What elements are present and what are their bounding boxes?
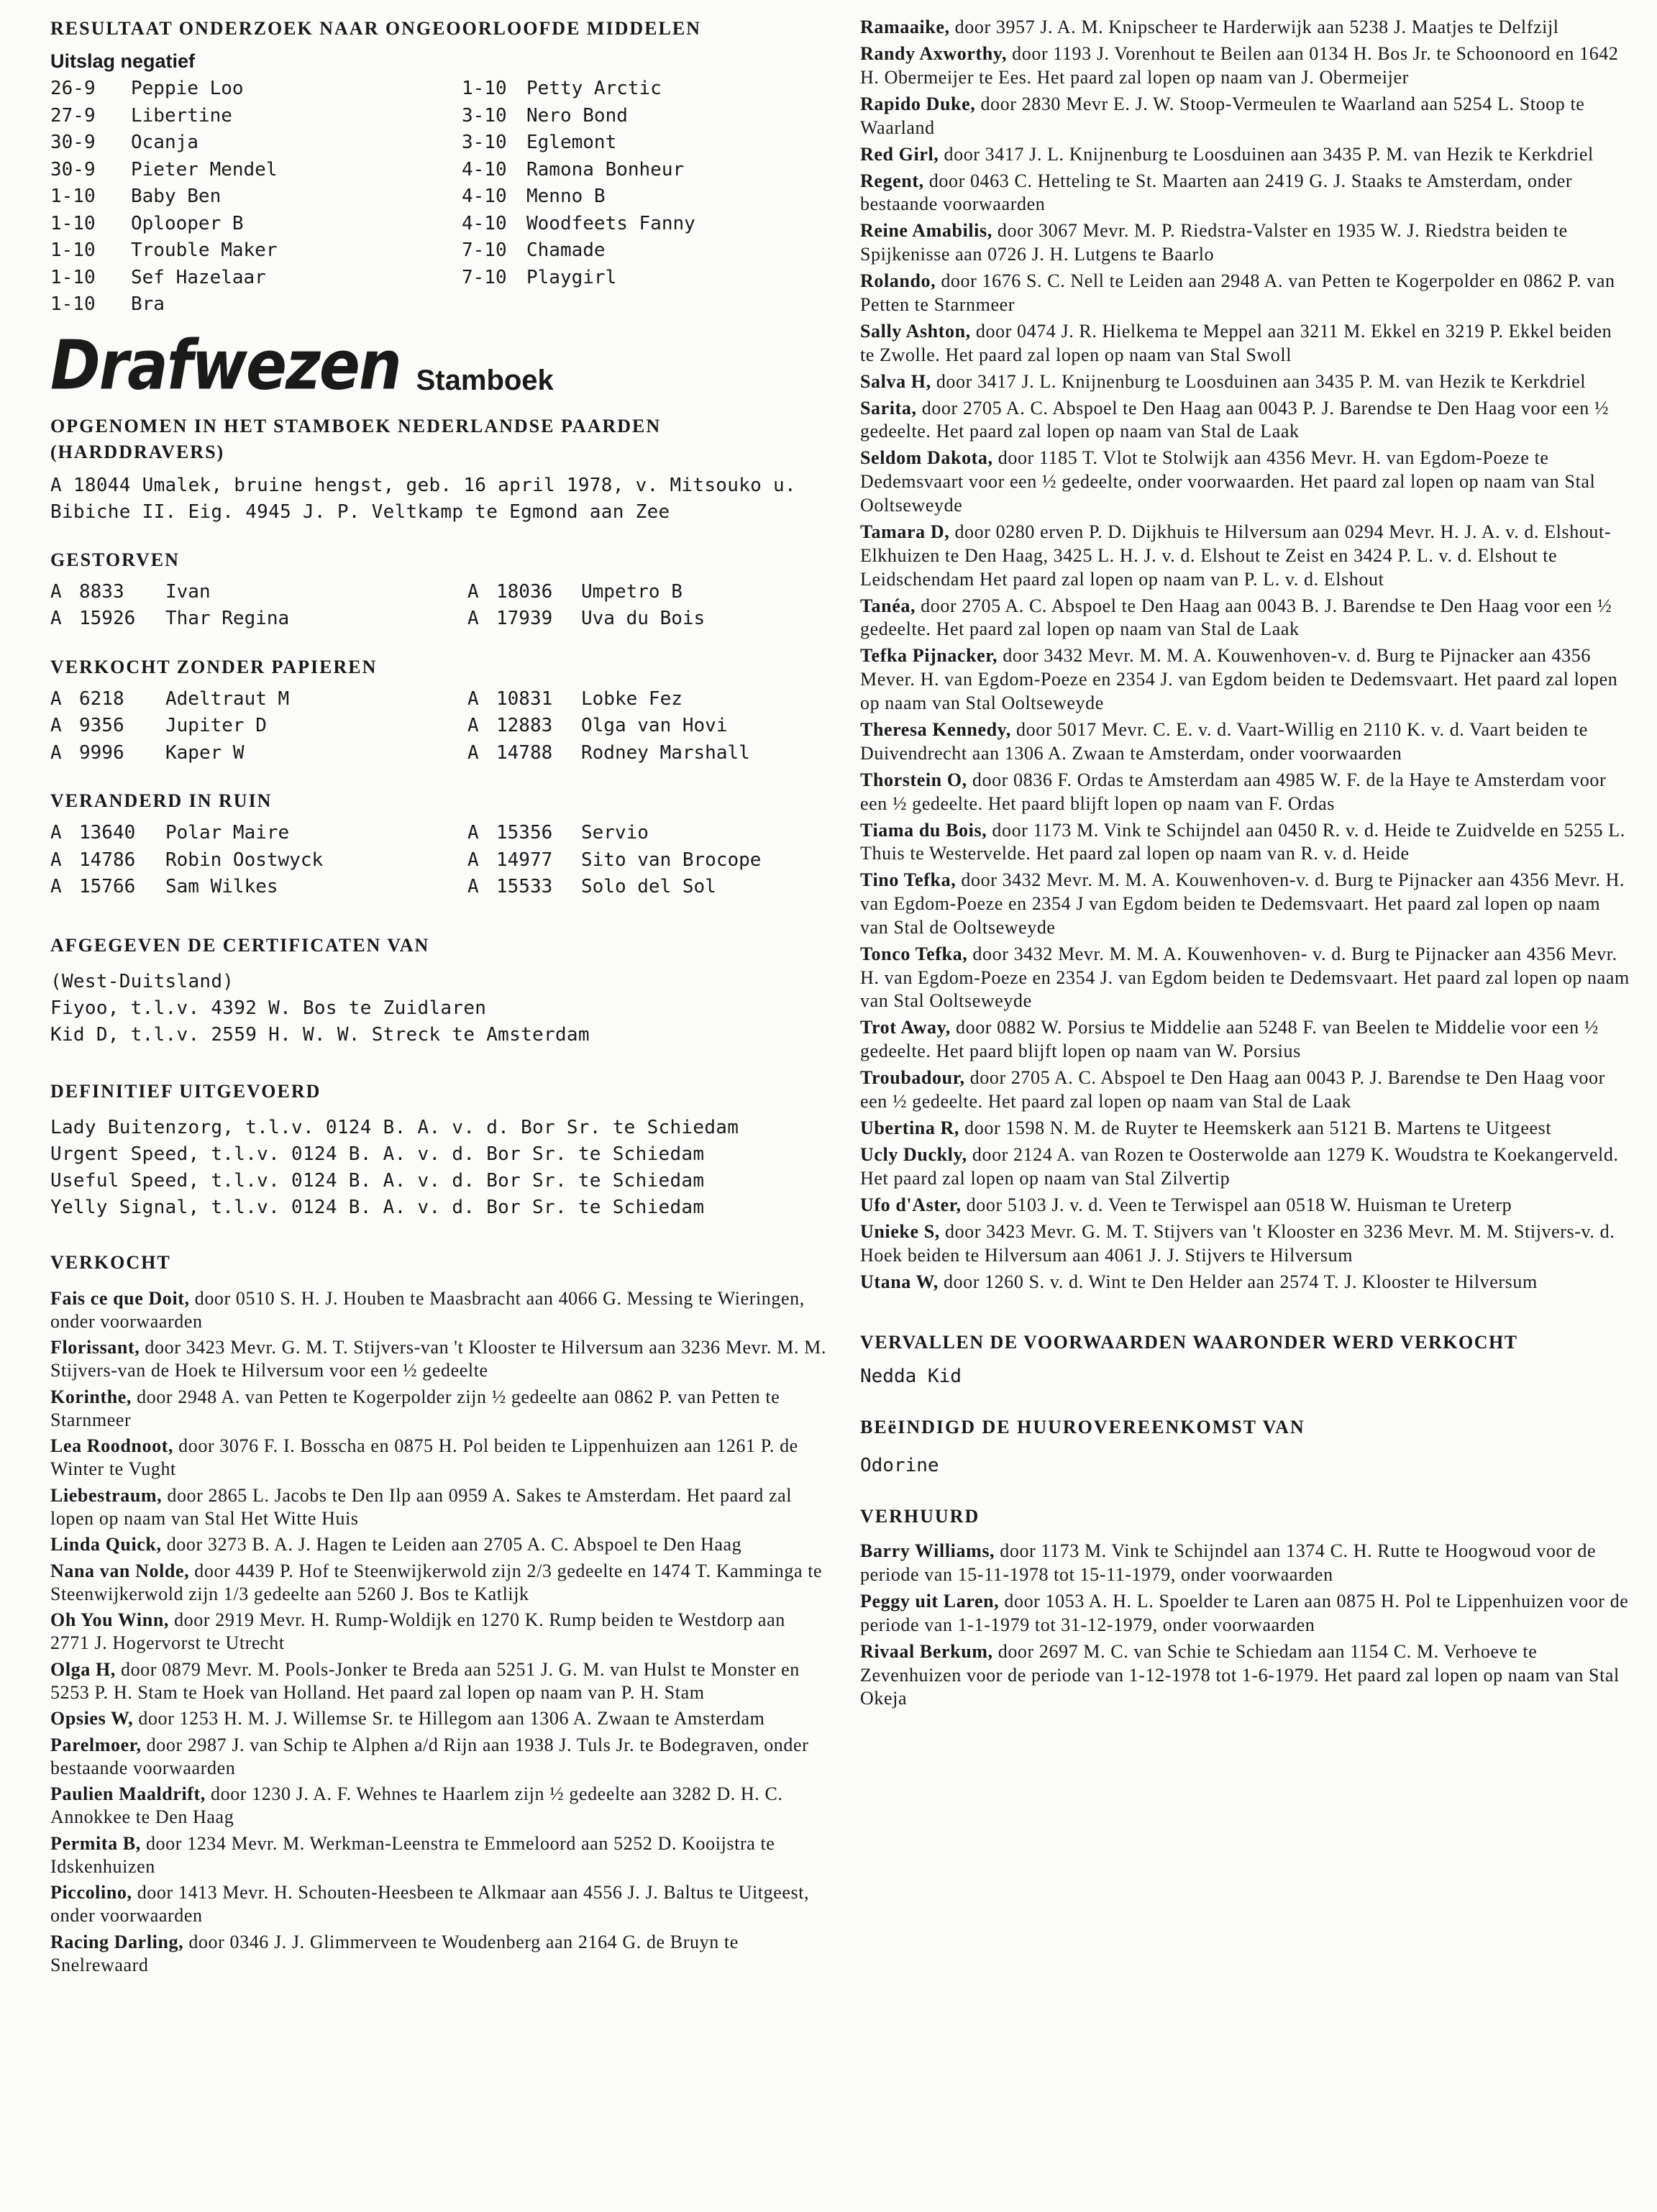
horse-name: Troubadour,	[860, 1067, 965, 1089]
register-number: 14977	[496, 849, 553, 871]
register-prefix: A	[50, 822, 62, 844]
transaction-detail: door 2705 A. C. Abspoel te Den Haag aan 0043 P. J. Barendse te Den Haag voor een ½ gedeelte. Het paard zal lopen op naam van Stal de Laak	[860, 397, 1610, 442]
register-number: 12883	[496, 715, 553, 736]
transaction-detail: door 1173 M. Vink te Schijndel aan 0450 R. v. d. Heide te Zuidvelde en 5255 L. Thuis te Westervelde. Het paard zal lopen op naam van R. v. d. Heide	[860, 819, 1625, 864]
horse-name: Ocanja	[131, 132, 198, 153]
register-number: 15766	[79, 876, 136, 897]
test-date: 1-10	[50, 266, 96, 288]
transaction-entry	[50, 1931, 827, 1977]
transaction-entry	[860, 521, 1630, 591]
register-prefix: A	[467, 849, 479, 871]
opgenomen-section	[50, 413, 827, 526]
definitief-section	[50, 1079, 827, 1221]
test-date: 4-10	[462, 186, 507, 207]
banner-subtitle: Stamboek	[416, 364, 554, 396]
transaction-detail: door 0463 C. Hetteling te St. Maarten aan 2419 G. J. Staaks te Amsterdam, onder bestaande voorwaarden	[860, 170, 1573, 215]
horse-name: Tonco Tefka,	[860, 943, 968, 964]
transaction-entry	[860, 718, 1630, 766]
transaction-detail: door 0882 W. Porsius te Middelie aan 5248 F. van Beelen te Middelie voor een ½ gedeelte. Het paard blijft lopen op naam van W. Porsius	[860, 1017, 1599, 1062]
transaction-entry	[860, 1271, 1630, 1294]
transaction-entry	[860, 397, 1630, 444]
doping-row	[50, 265, 827, 292]
transaction-detail: door 2697 M. C. van Schie te Schiedam aan 1154 C. M. Verhoeve te Zevenhuizen voor de periode van 1-12-1978 tot 1-6-1979. Het paard zal lopen op naam van Stal Okeja	[860, 1640, 1620, 1709]
transaction-entry	[860, 1066, 1630, 1114]
horse-name: Rapido Duke,	[860, 93, 976, 114]
doping-row	[50, 157, 827, 184]
definitief-heading: DEFINITIEF UITGEVOERD	[50, 1080, 321, 1102]
register-prefix: A	[467, 715, 479, 736]
horse-name: Solo del Sol	[581, 876, 716, 897]
register-number: 6218	[79, 687, 124, 710]
transaction-detail: door 3432 Mevr. M. M. A. Kouwenhoven-v. d. Burg te Pijnacker aan 4356 Mever. H. van Egdom-Poeze en 2354 J. van Egdom beiden te Dedemsvaart. Het paard zal lopen op naam van Stal Ooltseweyde	[860, 645, 1618, 713]
horse-name: Peppie Loo	[131, 78, 244, 99]
horse-name: Polar Maire	[165, 822, 290, 844]
transaction-detail: door 2705 A. C. Abspoel te Den Haag aan 0043 B. J. Barendse te Den Haag voor een ½ gedeelte. Het paard zal lopen op naam van Stal de Laak	[860, 595, 1612, 640]
opgenomen-heading: OPGENOMEN IN HET STAMBOEK NEDERLANDSE PAARDEN (HARDDRAVERS)	[50, 415, 662, 462]
transaction-detail: door 2124 A. van Rozen te Oosterwolde aan 1279 K. Woudstra te Koekangerveld. Het paard zal lopen op naam van Stal Zilvertip	[860, 1143, 1619, 1189]
list-line: Lady Buitenzorg, t.l.v. 0124 B. A. v. d. Bor Sr. te Schiedam	[50, 1116, 739, 1138]
horse-name: Olga H,	[50, 1658, 116, 1680]
vervallen-text: Nedda Kid	[860, 1366, 962, 1388]
registry-row	[50, 605, 827, 633]
transaction-entry	[50, 1609, 827, 1655]
list-line: Yelly Signal, t.l.v. 0124 B. A. v. d. Bor Sr. te Schiedam	[50, 1196, 705, 1218]
ruin-heading: VERANDERD IN RUIN	[50, 790, 273, 811]
verhuurd-heading: VERHUURD	[860, 1506, 980, 1527]
doping-subheading: Uitslag negatief	[50, 50, 196, 72]
transaction-detail: door 3957 J. A. M. Knipscheer te Harderwijk aan 5238 J. Maatjes te Delfzijl	[949, 17, 1559, 37]
transaction-detail: door 5103 J. v. d. Veen te Terwispel aan 0518 W. Huisman te Ureterp	[961, 1194, 1512, 1215]
register-prefix: A	[50, 687, 62, 710]
test-date: 1-10	[50, 239, 96, 261]
transaction-entry	[860, 644, 1630, 715]
horse-name: Red Girl,	[860, 143, 939, 165]
horse-name: Rolando,	[860, 270, 936, 292]
horse-name: Theresa Kennedy,	[860, 718, 1011, 740]
transaction-detail: door 3076 F. I. Bosscha en 0875 H. Pol beiden te Lippenhuizen aan 1261 P. de Winter te Vught	[50, 1435, 798, 1479]
transaction-entry	[50, 1707, 827, 1730]
transaction-detail: door 0280 erven P. D. Dijkhuis te Hilversum aan 0294 Mevr. H. J. A. v. d. Elshout-Elkhuizen te Den Haag, 3425 L. H. J. v. d. Elshout te Zeist en 3424 P. L. v. d. Elshout te Leidschendam Het paard zal lopen op naam van P. L. v. d. Elshout	[860, 521, 1612, 590]
transaction-detail: door 1230 J. A. F. Wehnes te Haarlem zijn ½ gedeelte aan 3282 D. H. C. Annokkee te Den Haag	[50, 1783, 783, 1827]
horse-name: Salva H,	[860, 370, 931, 392]
verkocht-zonder-section	[50, 654, 827, 767]
horse-name: Playgirl	[526, 266, 617, 288]
register-number: 14786	[79, 849, 136, 871]
transaction-entry	[860, 16, 1630, 40]
horse-name: Baby Ben	[131, 186, 222, 207]
horse-name: Rivaal Berkum,	[860, 1640, 993, 1662]
transaction-detail: door 3432 Mevr. M. M. A. Kouwenhoven-v. d. Burg te Pijnacker aan 4356 Mevr. H. van Egdom-Poeze en 2354 J van Egdom beiden te Dedemsvaart. Het paard zal lopen op naam van Stal de Ooltseweyde	[860, 869, 1625, 938]
certificaten-heading: AFGEGEVEN DE CERTIFICATEN VAN	[50, 934, 430, 956]
register-prefix: A	[50, 849, 62, 871]
transaction-detail: door 1676 S. C. Nell te Leiden aan 2948 A. van Petten te Kogerpolder en 0862 P. van Petten te Starnmeer	[860, 270, 1615, 315]
horse-name: Kaper W	[165, 741, 245, 764]
right-column	[860, 16, 1630, 2202]
transaction-detail: door 1185 T. Vlot te Stolwijk aan 4356 Mevr. H. van Egdom-Poeze te Dedemsvaart voor een ½ gedeelte, onder voorwaarden. Het paard zal lopen op naam van Stal Ooltseweyde	[860, 447, 1596, 516]
horse-name: Lobke Fez	[581, 687, 683, 710]
test-date: 26-9	[50, 78, 96, 99]
horse-name: Ufo d'Aster,	[860, 1194, 962, 1215]
registry-row	[50, 740, 827, 767]
horse-name: Regent,	[860, 170, 924, 191]
verkocht-list	[50, 1287, 827, 1977]
horse-name: Umpetro B	[581, 580, 683, 603]
transaction-entry	[860, 819, 1630, 867]
horse-name: Chamade	[526, 239, 606, 261]
register-number: 9356	[79, 715, 124, 736]
horse-name: Tamara D,	[860, 521, 950, 542]
verhuurd-list	[860, 1540, 1630, 1711]
transaction-detail: door 0879 Mevr. M. Pools-Jonker te Breda aan 5251 J. G. M. van Hulst te Monster en 5253 P. H. Stam te Hoek van Holland. Het paard zal lopen op naam van P. H. Stam	[50, 1658, 800, 1703]
horse-name: Petty Arctic	[526, 78, 662, 99]
transaction-detail: door 1053 A. H. L. Spoelder te Laren aan 0875 H. Pol te Lippenhuizen voor de periode van 1-1-1979 tot 31-12-1979, onder voorwaarden	[860, 1591, 1629, 1635]
transaction-detail: door 2830 Mevr E. J. W. Stoop-Vermeulen te Waarland aan 5254 L. Stoop te Waarland	[860, 93, 1585, 138]
transaction-entry	[50, 1533, 827, 1556]
transaction-entry	[860, 1220, 1630, 1268]
transaction-entry	[860, 943, 1630, 1013]
transaction-detail: door 4439 P. Hof te Steenwijkerwold zijn 2/3 gedeelte en 1474 T. Kamminga te Steenwijkerwold zijn 1/3 gedeelte aan 5260 J. Bos te Katlijk	[50, 1560, 823, 1604]
registry-row	[50, 820, 827, 847]
doping-results-section	[50, 16, 827, 319]
test-date: 1-10	[50, 186, 96, 207]
transaction-entry	[860, 42, 1630, 90]
verkocht-zonder-table	[50, 686, 827, 767]
horse-name	[526, 291, 827, 319]
horse-name: Sarita,	[860, 397, 917, 419]
transaction-detail: door 1193 J. Vorenhout te Beilen aan 0134 H. Bos Jr. te Schoonoord en 1642 H. Obermeijer te Ees. Het paard zal lopen op naam van J. Obermeijer	[860, 42, 1619, 88]
verhuurd-section	[860, 1504, 1630, 1711]
transaction-detail: door 3432 Mevr. M. M. A. Kouwenhoven- v. d. Burg te Pijnacker aan 4356 Mevr. H. van Egdom-Poeze en 2354 J. van Egdom beiden te Dedemsvaart. Het paard zal lopen op naam van Stal Ooltseweyde	[860, 943, 1630, 1012]
doping-row	[50, 129, 827, 157]
transaction-detail: door 2705 A. C. Abspoel te Den Haag aan 0043 P. J. Barendse te Den Haag voor een ½ gedeelte. Het paard zal lopen op naam van Stal de Laak	[860, 1067, 1605, 1112]
transaction-entry	[860, 270, 1630, 317]
verkocht-section	[50, 1250, 827, 1977]
horse-name: Opsies W,	[50, 1708, 134, 1729]
horse-name: Sef Hazelaar	[131, 266, 266, 288]
horse-name: Peggy uit Laren,	[860, 1591, 1000, 1612]
certificaten-section	[50, 933, 827, 1048]
horse-name: Oh You Winn,	[50, 1609, 169, 1630]
horse-name: Barry Williams,	[860, 1540, 995, 1562]
horse-name: Nero Bond	[526, 104, 628, 127]
horse-name: Ramona Bonheur	[526, 158, 685, 180]
test-date: 3-10	[462, 104, 507, 127]
transaction-entry	[50, 1386, 827, 1432]
horse-name: Randy Axworthy,	[860, 42, 1008, 64]
horse-name: Olga van Hovi	[581, 715, 728, 736]
doping-row	[50, 103, 827, 130]
transaction-detail: door 1260 S. v. d. Wint te Den Helder aan 2574 T. J. Klooster te Hilversum	[938, 1271, 1538, 1292]
gestorven-heading: GESTORVEN	[50, 549, 180, 570]
horse-name: Ramaaike,	[860, 17, 950, 37]
transaction-detail: door 0346 J. J. Glimmerveen te Woudenberg aan 2164 G. de Bruyn te Snelrewaard	[50, 1931, 739, 1975]
transaction-entry	[50, 1783, 827, 1829]
horse-name: Unieke S,	[860, 1220, 940, 1242]
list-line: Fiyoo, t.l.v. 4392 W. Bos te Zuidlaren	[50, 997, 487, 1019]
opgenomen-text: A 18044 Umalek, bruine hengst, geb. 16 april 1978, v. Mitsouko u. Bibiche II. Eig. 4945 J. P. Veltkamp te Egmond aan Zee	[50, 474, 796, 523]
transaction-entry	[50, 1484, 827, 1530]
horse-name: Eglemont	[526, 132, 617, 153]
horse-name: Liebestraum,	[50, 1484, 163, 1506]
transaction-entry	[860, 1590, 1630, 1637]
register-number: 17939	[496, 608, 553, 629]
beeindigd-heading: BEëINDIGD DE HUUROVEREENKOMST VAN	[860, 1417, 1305, 1438]
transaction-entry	[50, 1658, 827, 1704]
horse-name: Seldom Dakota,	[860, 447, 993, 469]
test-date: 1-10	[50, 212, 96, 234]
verkocht-heading: VERKOCHT	[50, 1251, 171, 1273]
horse-name: Florissant,	[50, 1337, 140, 1358]
doping-table	[50, 76, 827, 319]
doping-row	[50, 291, 827, 319]
transaction-detail: door 1173 M. Vink te Schijndel aan 1374 C. H. Rutte te Hoogwoud voor de periode van 15-11-1978 tot 15-11-1979, onder voorwaarden	[860, 1540, 1597, 1586]
transaction-detail: door 2865 L. Jacobs te Den Ilp aan 0959 A. Sakes te Amsterdam. Het paard zal lopen op naam van Stal Het Witte Huis	[50, 1484, 793, 1529]
transaction-detail: door 1234 Mevr. M. Werkman-Leenstra te Emmeloord aan 5252 D. Kooijstra te Idskenhuizen	[50, 1832, 775, 1877]
transaction-entry	[50, 1435, 827, 1481]
horse-name: Korinthe,	[50, 1386, 132, 1407]
register-prefix: A	[467, 822, 479, 844]
register-number: 15533	[496, 876, 553, 897]
transaction-detail: door 1253 H. M. J. Willemse Sr. te Hillegom aan 1306 A. Zwaan te Amsterdam	[133, 1708, 765, 1729]
register-prefix: A	[467, 741, 479, 764]
transaction-detail: door 3067 Mevr. M. P. Riedstra-Valster en 1935 W. J. Riedstra beiden te Spijkenisse aan 0726 J. H. Lutgens te Baarlo	[860, 220, 1568, 265]
transaction-detail: door 0836 F. Ordas te Amsterdam aan 4985 W. F. de la Haye te Amsterdam voor een ½ gedeelte. Het paard blijft lopen op naam van F. Ordas	[860, 769, 1607, 814]
horse-name: Menno B	[526, 186, 606, 207]
test-date: 7-10	[462, 266, 507, 288]
register-prefix: A	[50, 715, 62, 736]
definitief-list	[50, 1115, 827, 1221]
register-prefix: A	[467, 687, 479, 710]
list-line: Urgent Speed, t.l.v. 0124 B. A. v. d. Bor Sr. te Schiedam	[50, 1143, 705, 1165]
doping-row	[50, 211, 827, 238]
register-number: 8833	[79, 580, 124, 603]
transaction-detail: door 0474 J. R. Hielkema te Meppel aan 3211 M. Ekkel en 3219 P. Ekkel beiden te Zwolle. Het paard zal lopen op naam van Stal Swoll	[860, 320, 1612, 365]
horse-name: Ivan	[165, 580, 211, 603]
register-prefix: A	[50, 608, 62, 629]
transaction-detail: door 2987 J. van Schip te Alphen a/d Rijn aan 1938 J. Tuls Jr. te Bodegraven, onder bestaande voorwaarden	[50, 1734, 809, 1778]
register-number: 13640	[79, 822, 136, 844]
registry-row	[50, 686, 827, 713]
horse-name: Parelmoer,	[50, 1734, 142, 1755]
horse-name: Utana W,	[860, 1271, 939, 1292]
register-prefix: A	[50, 580, 62, 603]
horse-name: Tino Tefka,	[860, 869, 957, 891]
transaction-entry	[50, 1881, 827, 1927]
transaction-detail: door 3423 Mevr. G. M. T. Stijvers-van 't Klooster te Hilversum aan 3236 Mevr. M. M. Stijvers-van de Hoek te Hilversum voor een ½ gedeelte	[50, 1337, 826, 1381]
horse-name: Jupiter D	[165, 715, 267, 736]
register-number: 14788	[496, 741, 553, 764]
test-date: 1-10	[462, 78, 507, 99]
left-column	[50, 16, 827, 2202]
test-date: 30-9	[50, 132, 96, 153]
doping-row	[50, 76, 827, 103]
doping-row	[50, 237, 827, 265]
transaction-entry	[50, 1287, 827, 1333]
horse-name: Reine Amabilis,	[860, 220, 992, 242]
test-date: 7-10	[462, 239, 507, 261]
vervallen-heading: VERVALLEN DE VOORWAARDEN WAARONDER WERD VERKOCHT	[860, 1332, 1518, 1353]
horse-name: Nana van Nolde,	[50, 1560, 190, 1581]
test-date: 3-10	[462, 132, 507, 153]
transaction-detail: door 2919 Mevr. H. Rump-Woldijk en 1270 K. Rump beiden te Westdorp aan 2771 J. Hogervorst te Utrecht	[50, 1609, 785, 1653]
horse-name: Racing Darling,	[50, 1931, 184, 1952]
registry-row	[50, 713, 827, 740]
horse-name: Servio	[581, 822, 649, 844]
transaction-entry	[860, 769, 1630, 816]
doping-heading: RESULTAAT ONDERZOEK NAAR ONGEOORLOOFDE MIDDELEN	[50, 18, 701, 39]
horse-name: Linda Quick,	[50, 1534, 162, 1555]
register-prefix: A	[50, 741, 62, 764]
transaction-entry	[860, 1016, 1630, 1064]
test-date	[462, 291, 526, 319]
horse-name: Oplooper B	[131, 212, 244, 234]
register-prefix: A	[467, 580, 479, 603]
beeindigd-text: Odorine	[860, 1455, 939, 1477]
ruin-table	[50, 820, 827, 901]
ruin-section	[50, 788, 827, 901]
register-prefix: A	[50, 876, 62, 897]
horse-name: Tefka Pijnacker,	[860, 645, 998, 667]
horse-name: Adeltraut M	[165, 687, 290, 710]
horse-name: Rodney Marshall	[581, 741, 750, 764]
test-date: 30-9	[50, 158, 96, 180]
horse-name: Thorstein O,	[860, 769, 967, 790]
horse-name: Sally Ashton,	[860, 320, 971, 342]
registry-row	[50, 579, 827, 606]
horse-name: Libertine	[131, 104, 232, 127]
gestorven-table	[50, 579, 827, 633]
horse-name: Tanéa,	[860, 595, 916, 616]
transaction-entry	[860, 93, 1630, 140]
transaction-entry	[860, 219, 1630, 267]
horse-name: Piccolino,	[50, 1882, 132, 1903]
test-date: 27-9	[50, 104, 96, 127]
transaction-entry	[860, 1117, 1630, 1141]
verkocht-continued-list	[860, 16, 1630, 1294]
horse-name: Fais ce que Doit,	[50, 1287, 190, 1309]
transaction-entry	[860, 1143, 1630, 1191]
list-line: Kid D, t.l.v. 2559 H. W. W. Streck te Amsterdam	[50, 1023, 590, 1046]
horse-name: Lea Roodnoot,	[50, 1435, 174, 1456]
transaction-detail: door 5017 Mevr. C. E. v. d. Vaart-Willig en 2110 K. v. d. Vaart beiden te Duivendrecht aan 1306 A. Zwaan te Amsterdam, onder voorwaarden	[860, 718, 1588, 764]
list-line: Useful Speed, t.l.v. 0124 B. A. v. d. Bor Sr. te Schiedam	[50, 1169, 705, 1192]
transaction-detail: door 0510 S. H. J. Houben te Maasbracht aan 4066 G. Messing te Wieringen, onder voorwaarden	[50, 1287, 805, 1332]
vervallen-section	[860, 1330, 1630, 1390]
register-prefix: A	[467, 876, 479, 897]
horse-name: Sam Wilkes	[165, 876, 278, 897]
horse-name: Woodfeets Fanny	[526, 212, 695, 234]
horse-name: Trot Away,	[860, 1017, 951, 1038]
beeindigd-section	[860, 1415, 1630, 1479]
horse-name: Pieter Mendel	[131, 158, 278, 180]
register-prefix: A	[467, 608, 479, 629]
test-date: 1-10	[50, 293, 96, 315]
transaction-entry	[860, 170, 1630, 217]
horse-name: Sito van Brocope	[581, 849, 762, 871]
horse-name: Uva du Bois	[581, 608, 706, 629]
test-date: 4-10	[462, 212, 507, 234]
horse-name: Ucly Duckly,	[860, 1143, 967, 1165]
horse-name: Bra	[131, 293, 165, 315]
horse-name: Thar Regina	[165, 608, 290, 629]
test-date: 4-10	[462, 158, 507, 180]
transaction-entry	[860, 447, 1630, 517]
verkocht-zonder-heading: VERKOCHT ZONDER PAPIEREN	[50, 656, 378, 677]
transaction-detail: door 1598 N. M. de Ruyter te Heemskerk aan 5121 B. Martens te Uitgeest	[959, 1118, 1552, 1138]
doping-row	[50, 183, 827, 211]
register-number: 18036	[496, 580, 553, 603]
transaction-detail: door 3417 J. L. Knijnenburg te Loosduinen aan 3435 P. M. van Hezik te Kerkdriel	[939, 143, 1594, 165]
section-banner	[50, 325, 827, 405]
horse-name: Ubertina R,	[860, 1118, 960, 1138]
transaction-detail: door 3423 Mevr. G. M. T. Stijvers van 't Klooster en 3236 Mevr. M. M. Stijvers-v. d. Hoek beiden te Hilversum aan 4061 J. J. Stijvers te Hilversum	[860, 1220, 1615, 1266]
register-number: 15356	[496, 822, 553, 844]
register-number: 15926	[79, 608, 136, 629]
list-line: (West-Duitsland)	[50, 970, 234, 992]
transaction-entry	[860, 1640, 1630, 1711]
transaction-detail: door 3417 J. L. Knijnenburg te Loosduinen aan 3435 P. M. van Hezik te Kerkdriel	[931, 370, 1587, 392]
transaction-detail: door 1413 Mevr. H. Schouten-Heesbeen te Alkmaar aan 4556 J. J. Baltus te Uitgeest, onder voorwaarden	[50, 1882, 810, 1926]
horse-name: Tiama du Bois,	[860, 819, 987, 841]
register-number: 10831	[496, 687, 553, 710]
horse-name: Trouble Maker	[131, 239, 278, 261]
transaction-entry	[50, 1560, 827, 1606]
transaction-entry	[860, 1194, 1630, 1217]
registry-row	[50, 874, 827, 901]
transaction-entry	[860, 1540, 1630, 1587]
registry-row	[50, 847, 827, 874]
transaction-entry	[860, 370, 1630, 394]
gestorven-section	[50, 547, 827, 633]
transaction-entry	[860, 143, 1630, 167]
transaction-entry	[50, 1734, 827, 1780]
transaction-entry	[860, 320, 1630, 367]
horse-name: Robin Oostwyck	[165, 849, 324, 871]
transaction-entry	[50, 1832, 827, 1878]
transaction-detail: door 2948 A. van Petten te Kogerpolder zijn ½ gedeelte aan 0862 P. van Petten te Starnmeer	[50, 1386, 780, 1430]
horse-name: Paulien Maaldrift,	[50, 1783, 206, 1804]
transaction-detail: door 3273 B. A. J. Hagen te Leiden aan 2705 A. C. Abspoel te Den Haag	[161, 1534, 742, 1555]
certificaten-list	[50, 969, 827, 1048]
register-number: 9996	[79, 741, 124, 764]
transaction-entry	[860, 595, 1630, 642]
transaction-entry	[50, 1336, 827, 1382]
horse-name: Permita B,	[50, 1832, 141, 1854]
transaction-entry	[860, 869, 1630, 939]
banner-title: Drafwezen	[50, 325, 401, 405]
